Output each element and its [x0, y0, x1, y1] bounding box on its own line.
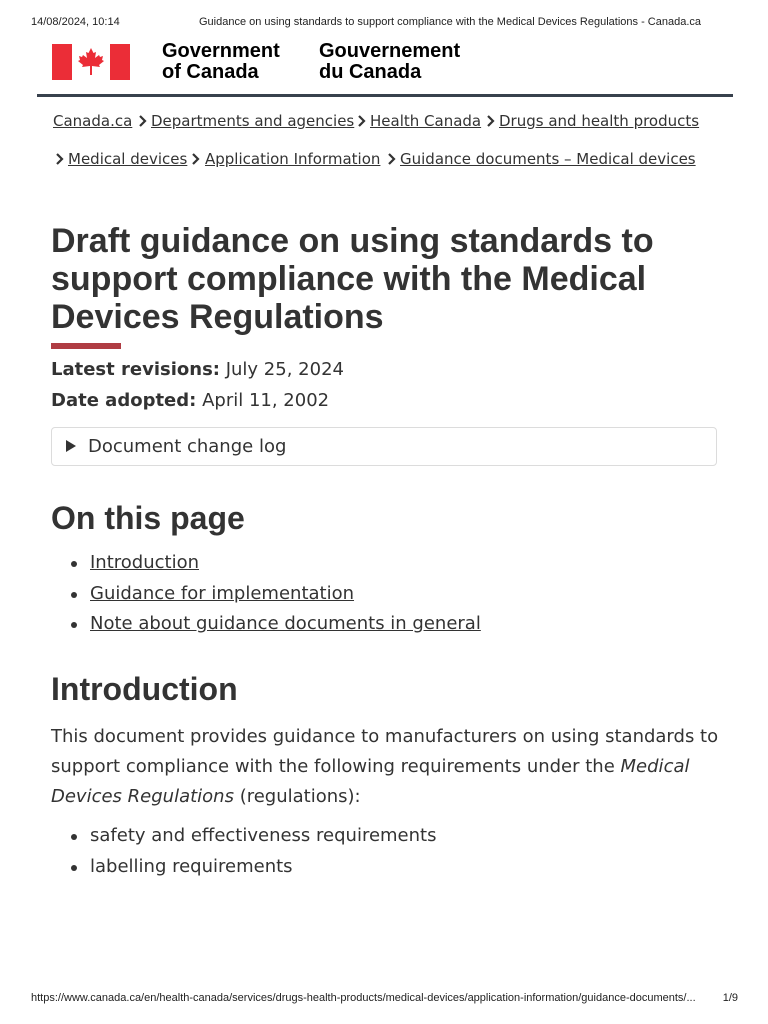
introduction-paragraph [51, 722, 721, 812]
regulations-title: Medical Devices Regulations [51, 756, 690, 807]
breadcrumb-row [53, 150, 733, 188]
intro-text-end: (regulations): [239, 786, 361, 807]
toc-link-note-guidance-documents[interactable]: Note about guidance documents in general [90, 613, 481, 634]
page-title: Draft guidance on using standards to support compliance with the Medical Devices Regulations [51, 222, 654, 336]
print-header [31, 16, 738, 32]
title-underline-accent [51, 343, 121, 349]
latest-revisions-value: July 25, 2024 [225, 359, 344, 380]
breadcrumb-link-drugs-health-products[interactable]: Drugs and health products [499, 112, 700, 130]
breadcrumb-item [151, 112, 354, 130]
change-log-label: Document change log [88, 436, 287, 457]
breadcrumb-item [53, 112, 132, 130]
breadcrumb-row [53, 112, 733, 150]
breadcrumb-item [68, 150, 187, 168]
breadcrumb-link-canada[interactable]: Canada.ca [53, 112, 133, 130]
breadcrumb-link-medical-devices[interactable]: Medical devices [68, 150, 188, 168]
breadcrumb-link-health-canada[interactable]: Health Canada [370, 112, 482, 130]
breadcrumb-item [400, 150, 696, 168]
chevron-right-icon [55, 153, 65, 165]
breadcrumb-item [205, 150, 380, 168]
breadcrumb-item [499, 112, 699, 130]
breadcrumb [53, 112, 733, 188]
print-url: https://www.canada.ca/en/health-canada/services/drugs-health-products/medical-devices/application-information/guidance-documents/... [31, 992, 696, 1004]
toc-link-introduction[interactable]: Introduction [90, 552, 200, 573]
print-page-title: Guidance on using standards to support compliance with the Medical Devices Regulations - Canada.ca [199, 16, 702, 28]
chevron-right-icon [138, 115, 148, 127]
requirements-list [51, 823, 436, 884]
on-this-page-list [51, 550, 481, 642]
list-item [51, 611, 481, 642]
latest-revisions [51, 359, 344, 380]
intro-text: This document provides guidance to manufacturers on using standards to support compliance with the following requirements under the [51, 726, 719, 777]
signature-en-line1: Government [162, 40, 280, 62]
page-number: 1/9 [722, 992, 738, 1004]
print-timestamp: 14/08/2024, 10:14 [31, 16, 120, 28]
date-adopted [51, 390, 329, 411]
breadcrumb-link-departments[interactable]: Departments and agencies [151, 112, 355, 130]
signature-en-line2: of Canada [162, 61, 259, 83]
list-item [51, 550, 481, 581]
breadcrumb-link-guidance-documents[interactable]: Guidance documents – Medical devices [400, 150, 696, 168]
list-item [51, 581, 481, 612]
chevron-right-icon [357, 115, 367, 127]
latest-revisions-label: Latest revisions: [51, 359, 220, 380]
chevron-right-icon [486, 115, 496, 127]
list-item: labelling requirements [51, 854, 436, 885]
introduction-heading: Introduction [51, 671, 238, 707]
breadcrumb-link-application-information[interactable]: Application Information [205, 150, 381, 168]
date-adopted-label: Date adopted: [51, 390, 197, 411]
signature-fr-line2: du Canada [319, 61, 422, 83]
on-this-page-heading: On this page [51, 500, 245, 536]
breadcrumb-item [370, 112, 481, 130]
toc-link-guidance-implementation[interactable]: Guidance for implementation [90, 582, 355, 604]
signature-french[interactable] [319, 41, 460, 83]
date-adopted-value: April 11, 2002 [202, 390, 330, 411]
chevron-right-icon [191, 153, 201, 165]
canada-flag-icon[interactable] [52, 44, 130, 80]
disclosure-triangle-icon [66, 440, 76, 452]
site-header [37, 40, 733, 97]
document-change-log-toggle[interactable] [51, 427, 717, 466]
print-footer [31, 992, 738, 1008]
signature-english[interactable] [162, 41, 280, 83]
signature-fr-line1: Gouvernement [319, 40, 461, 62]
chevron-right-icon [387, 153, 397, 165]
list-item: safety and effectiveness requirements [51, 823, 436, 854]
